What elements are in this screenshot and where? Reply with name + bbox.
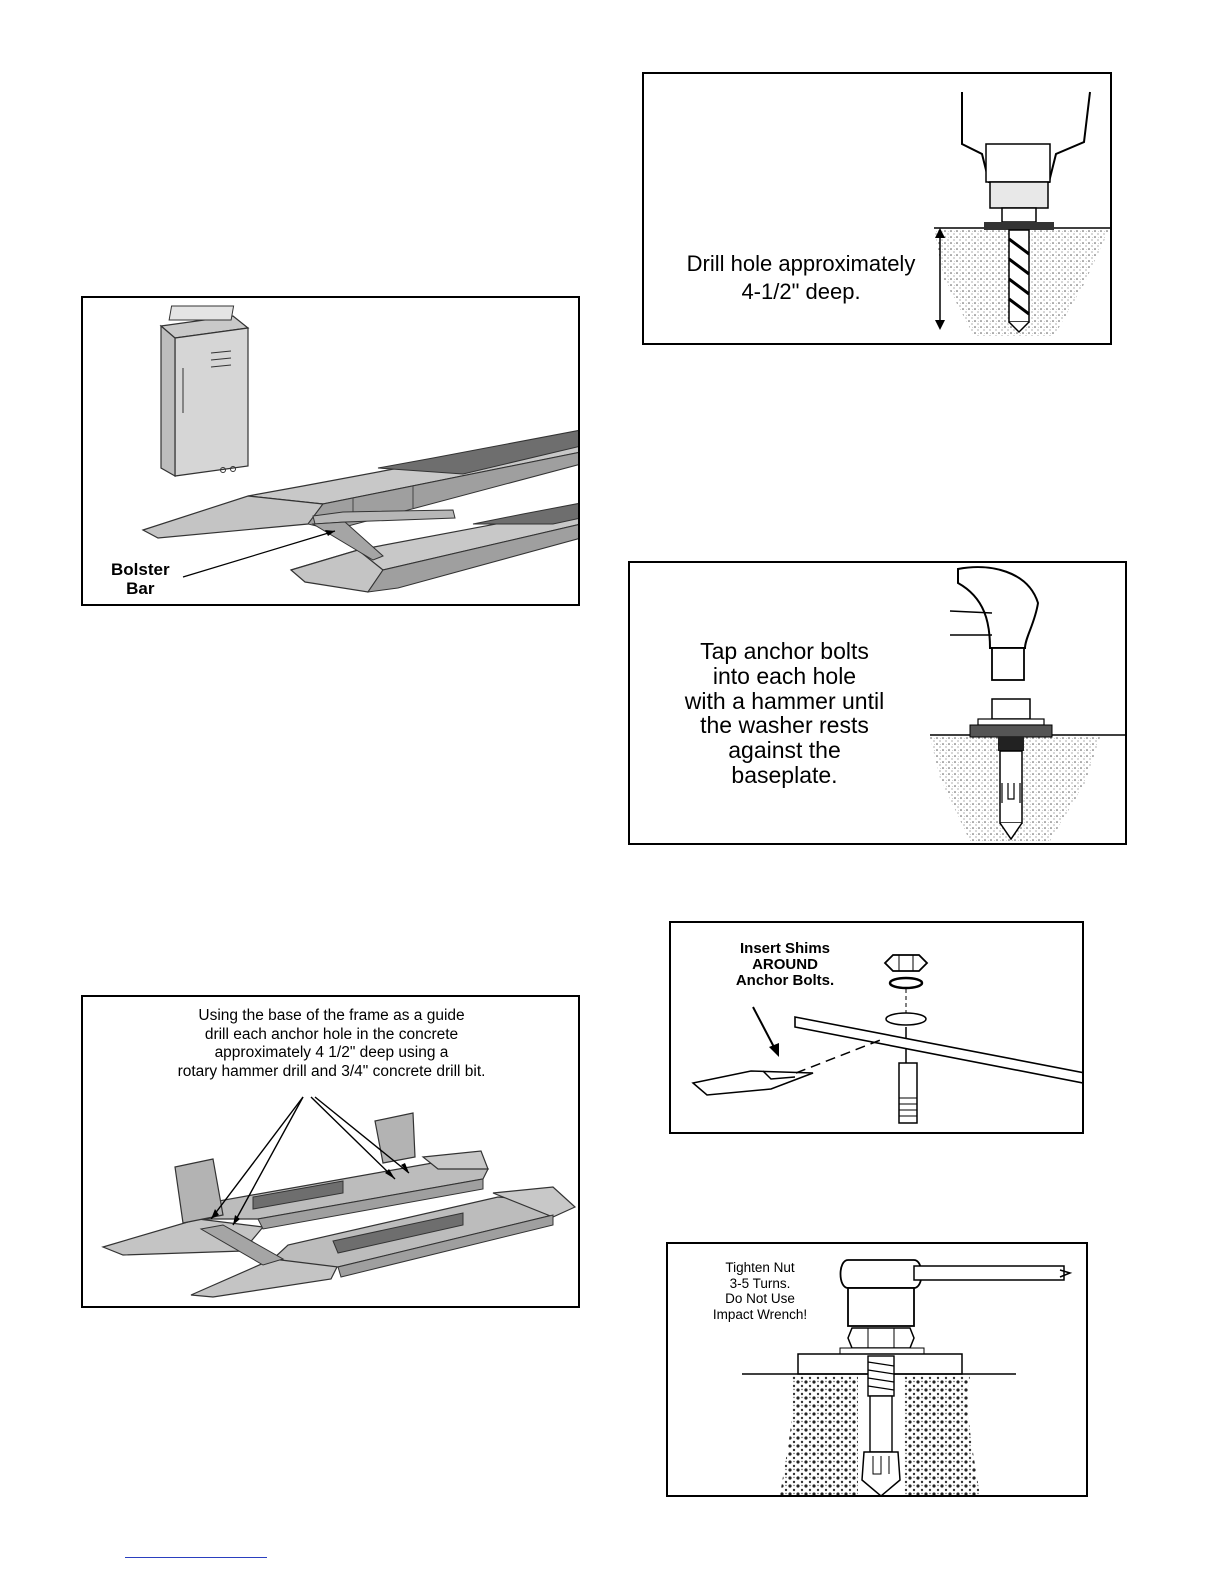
tighten-line-3: Do Not Use <box>725 1291 795 1307</box>
shim-line-2: AROUND <box>752 955 818 973</box>
bolster-bar-label <box>111 560 170 598</box>
tap-line-3: with a hammer until <box>684 687 885 714</box>
tap-line-4: the washer rests <box>700 712 869 739</box>
tap-line-6: baseplate. <box>731 762 838 789</box>
bolster-label-line2: Bar <box>126 579 155 599</box>
shim-line-1: Insert Shims <box>739 940 831 957</box>
tighten-line-2: 3-5 Turns. <box>729 1275 791 1291</box>
tighten-nut-figure <box>666 1242 1088 1497</box>
tighten-line-4: Impact Wrench! <box>712 1306 808 1322</box>
tap-anchor-figure <box>628 561 1127 845</box>
tap-line-2: into each hole <box>712 662 857 689</box>
drill-guide-text <box>83 1007 580 1081</box>
shim-line-3: Anchor Bolts. <box>735 971 835 989</box>
drill-depth-line2: 4-1/2" deep. <box>741 279 861 304</box>
drill-depth-figure <box>642 72 1112 345</box>
bolster-label-line1: Bolster <box>111 560 170 579</box>
guide-line-1: Using the base of the frame as a guide <box>198 1007 465 1024</box>
tap-line-1: Tap anchor bolts <box>700 638 869 664</box>
guide-line-3: approximately 4 1/2" deep using a <box>214 1044 449 1062</box>
insert-shims-figure <box>669 921 1084 1134</box>
drill-guide-figure <box>81 995 580 1308</box>
tap-line-5: against the <box>728 737 841 764</box>
tighten-line-1: Tighten Nut <box>725 1260 795 1275</box>
insert-shims-text <box>685 941 885 988</box>
footer-rule <box>125 1557 267 1558</box>
bolster-bar-figure <box>81 296 580 606</box>
tighten-nut-text <box>680 1260 840 1322</box>
guide-line-2: drill each anchor hole in the concrete <box>204 1025 459 1043</box>
drill-depth-line1: Drill hole approximately <box>686 251 916 276</box>
guide-line-4: rotary hammer drill and 3/4" concrete drill bit. <box>177 1062 486 1080</box>
tap-anchor-text <box>642 639 927 788</box>
